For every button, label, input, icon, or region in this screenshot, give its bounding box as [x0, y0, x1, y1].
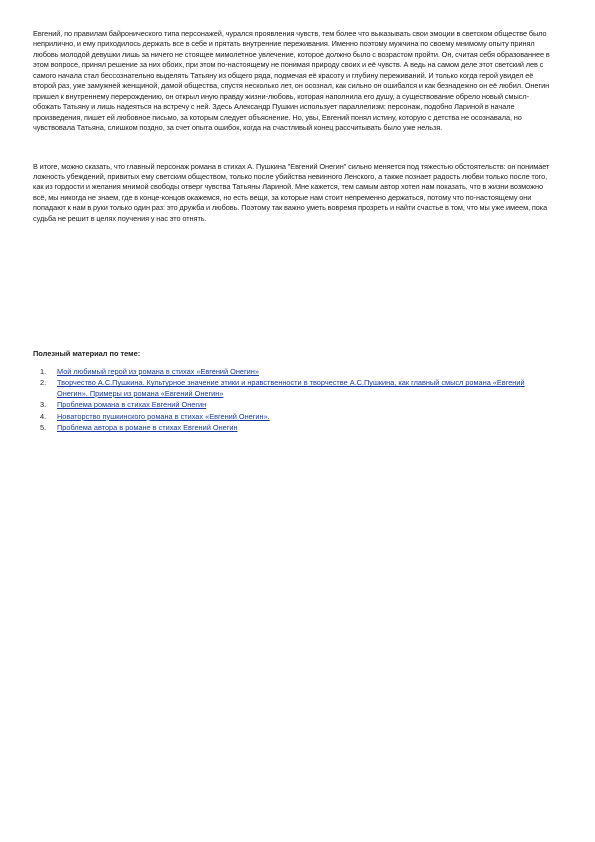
related-link[interactable]: Проблема романа в стихах Евгений Онегин [57, 400, 207, 410]
list-item [57, 423, 553, 433]
document-page [33, 29, 553, 433]
related-link[interactable]: Творчество А.С.Пушкина. Культурное значение этики и нравственности в творчестве А.С.Пушкина, как главный смысл романа «Евгений Онегин». Примеры из романа «Евгений Онегин» [57, 378, 525, 398]
related-link[interactable]: Новаторство пушкинского романа в стихах «Евгений Онегин». [57, 411, 270, 421]
related-material-heading: Полезный материал по теме: [33, 349, 141, 358]
conclusion-paragraph: В итоге, можно сказать, что главный персонаж романа в стихах А. Пушкина "Евгений Онегин" сильно меняется под тяжестью обстоятельств: он понимает ложность убеждений, привитых ему светским обществом, только после убийства невинного Ленского, а также познает радость любви только после того, как из гордости и желания мнимой свободы отверг чувства Татьяны Лариной. Мне кажется, тем самым автор хотел нам показать, что в жизни возможно всё, мы никогда не знаем, где в конце-концов окажемся, но есть вещи, за которые нам стоит непременно держаться, потому что по-настоящему они попадают к нам в руки только один раз: это дружба и любовь. Поэтому так важно уметь вовремя прозреть и найти счастье в том, что мы уже имеем, пока судьба не решит в целях поучения у нас это отнять. [33, 161, 550, 223]
related-link[interactable]: Проблема автора в романе в стихах Евгений Онегин [57, 423, 238, 433]
related-link[interactable]: Мой любимый герой из романа в стихах «Евгений Онегин» [57, 367, 259, 376]
list-item [57, 367, 553, 377]
body-paragraph: Евгений, по правилам байронического типа персонажей, чурался проявления чувств, тем более что выказывать свои эмоции в светском обществе было неприлично, и ему приходилось держать все в себе и прятать внутренние переживания. Именно поэтому мужчина по своему мнимому опыту принял любовь молодой девушки лишь за ничего не стоящее мимолетное увлечение, которое должно было с возрастом пройти. Он, считая себя образованнее в этом вопросе, принял решение за них обоих, при этом по-настоящему не понимая природу своих и её чувств. А ведь на самом деле этот светский лев с самого начала стал бессознательно выделять Татьяну из общего ряда, подмечая её красоту и глубину переживаний. И только когда герой увидел её второй раз, уже замужней женщиной, дамой общества, спустя несколько лет, он осознал, как сильно он ошибался и как безнадежно он её любил. Онегин пришел к внутреннему перерождению, он открыл иную правду жизни-любовь, которая наполнила его душу, а существование обрело новый смысл-обожать Татьяну и лишь надеяться на встречу с ней. Здесь Александр Пушкин использует параллелизм: персонаж, подобно Лариной в начале произведения, пишет ей любовное письмо, за которым следует объяснение. Но, увы, Евгений понял истину, которую с детства не осознавала, но чувствовала Татьяна, слишком поздно, за счет опыта ошибок, когда на счастливый конец рассчитывать было уже нельзя. [33, 29, 550, 133]
list-item [57, 412, 553, 422]
list-item [57, 378, 553, 399]
list-item [57, 400, 553, 410]
related-links-list [33, 367, 553, 435]
